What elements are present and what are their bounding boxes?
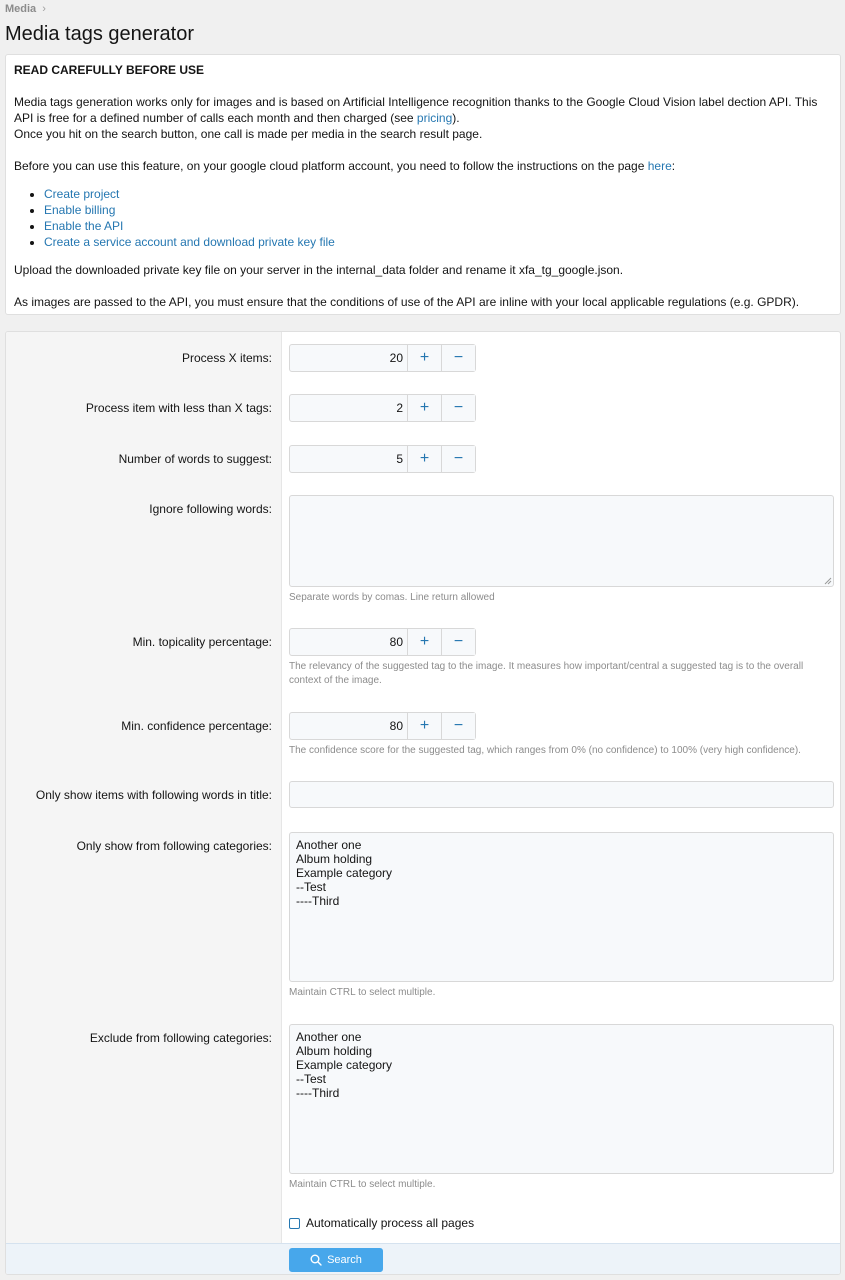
words-suggest-increment-button[interactable]: + xyxy=(407,446,441,472)
notice-block xyxy=(5,54,841,315)
less-than-tags-decrement-button[interactable]: − xyxy=(441,395,475,421)
notice-para3: Before you can use this feature, on your google cloud platform account, you need to follow the instructions on the page here: xyxy=(14,159,676,173)
enable-api-link[interactable]: Enable the API xyxy=(44,219,124,233)
notice-para1: Media tags generation works only for images and is based on Artificial Intelligence recognition thanks to the Google Cloud Vision label dection API. This API is free for a defined number of calls each month and then charged (see pricing). xyxy=(14,95,818,125)
confidence-hint: The confidence score for the suggested tag, which ranges from 0% (no confidence) to 100% (very high confidence). xyxy=(289,745,801,756)
less-than-tags-label: Process item with less than X tags: xyxy=(85,401,272,415)
confidence-input[interactable]: 80 xyxy=(389,719,403,733)
notice-para5: As images are passed to the API, you must ensure that the conditions of use of the API are inline with your local applicable regulations (e.g. GPDR). xyxy=(14,295,800,309)
only-categories-label: Only show from following categories: xyxy=(76,839,272,853)
notice-para2: Once you hit on the search button, one call is made per media in the search result page. xyxy=(14,127,483,141)
process-items-increment-button[interactable]: + xyxy=(407,345,441,371)
only-categories-select[interactable] xyxy=(289,832,834,982)
exclude-categories-label: Exclude from following categories: xyxy=(89,1031,272,1045)
auto-process-checkbox[interactable] xyxy=(289,1218,300,1229)
notice-heading: READ CAREFULLY BEFORE USE xyxy=(14,63,205,77)
tag-generator-form xyxy=(5,331,841,1275)
confidence-increment-button[interactable]: + xyxy=(407,713,441,739)
chevron-right-icon: › xyxy=(42,3,46,15)
topicality-increment-button[interactable]: + xyxy=(407,629,441,655)
category-option[interactable]: Example category xyxy=(296,1058,393,1072)
instructions-list xyxy=(14,186,832,250)
page-title: Media tags generator xyxy=(5,23,195,45)
here-link[interactable]: here xyxy=(647,159,672,173)
auto-process-label[interactable]: Automatically process all pages xyxy=(306,1216,475,1230)
exclude-categories-select[interactable] xyxy=(289,1024,834,1174)
confidence-decrement-button[interactable]: − xyxy=(441,713,475,739)
notice-para4: Upload the downloaded private key file on your server in the internal_data folder and rename it xfa_tg_google.json. xyxy=(14,263,624,277)
topicality-stepper xyxy=(289,628,476,656)
auto-process-row xyxy=(289,1216,474,1230)
ignore-words-hint: Separate words by comas. Line return allowed xyxy=(289,592,495,603)
words-suggest-decrement-button[interactable]: − xyxy=(441,446,475,472)
category-option[interactable]: Album holding xyxy=(296,1044,373,1058)
breadcrumb xyxy=(5,2,46,16)
category-option[interactable]: ----Third xyxy=(296,1086,340,1100)
category-option[interactable]: Example category xyxy=(296,866,393,880)
topicality-decrement-button[interactable]: − xyxy=(441,629,475,655)
topicality-label: Min. topicality percentage: xyxy=(132,635,272,649)
process-items-decrement-button[interactable]: − xyxy=(441,345,475,371)
breadcrumb-media-link[interactable]: Media xyxy=(5,3,37,15)
exclude-categories-hint: Maintain CTRL to select multiple. xyxy=(289,1179,436,1190)
ignore-words-label: Ignore following words: xyxy=(149,502,272,516)
search-button-label: Search xyxy=(327,1254,362,1266)
words-suggest-stepper xyxy=(289,445,476,473)
less-than-tags-input[interactable]: 2 xyxy=(396,401,403,415)
pricing-link[interactable]: pricing xyxy=(416,111,453,125)
process-items-input[interactable]: 20 xyxy=(389,351,403,365)
labels-column xyxy=(6,332,282,1274)
form-footer xyxy=(6,1243,840,1275)
title-words-label: Only show items with following words in title: xyxy=(35,788,272,802)
category-option[interactable]: Another one xyxy=(296,838,362,852)
words-suggest-label: Number of words to suggest: xyxy=(118,452,272,466)
category-option[interactable]: Album holding xyxy=(296,852,373,866)
category-option[interactable]: --Test xyxy=(296,880,326,894)
title-words-input[interactable] xyxy=(289,781,834,808)
search-button[interactable] xyxy=(289,1248,383,1272)
confidence-label: Min. confidence percentage: xyxy=(121,719,272,733)
confidence-stepper xyxy=(289,712,476,740)
create-project-link[interactable]: Create project xyxy=(44,187,120,201)
category-option[interactable]: ----Third xyxy=(296,894,340,908)
service-account-link[interactable]: Create a service account and download private key file xyxy=(44,235,335,249)
category-option[interactable]: --Test xyxy=(296,1072,326,1086)
only-categories-hint: Maintain CTRL to select multiple. xyxy=(289,987,436,998)
enable-billing-link[interactable]: Enable billing xyxy=(44,203,116,217)
resize-grip-icon[interactable] xyxy=(824,577,832,585)
topicality-hint: The relevancy of the suggested tag to the image. It measures how important/central a suggested tag is to the overall context of the image. xyxy=(289,661,804,686)
words-suggest-input[interactable]: 5 xyxy=(396,452,403,466)
category-option[interactable]: Another one xyxy=(296,1030,362,1044)
search-icon xyxy=(310,1254,322,1266)
topicality-input[interactable]: 80 xyxy=(389,635,403,649)
ignore-words-textarea[interactable] xyxy=(289,495,834,587)
less-than-tags-stepper xyxy=(289,394,476,422)
process-items-label: Process X items: xyxy=(181,351,272,365)
less-than-tags-increment-button[interactable]: + xyxy=(407,395,441,421)
process-items-stepper xyxy=(289,344,476,372)
